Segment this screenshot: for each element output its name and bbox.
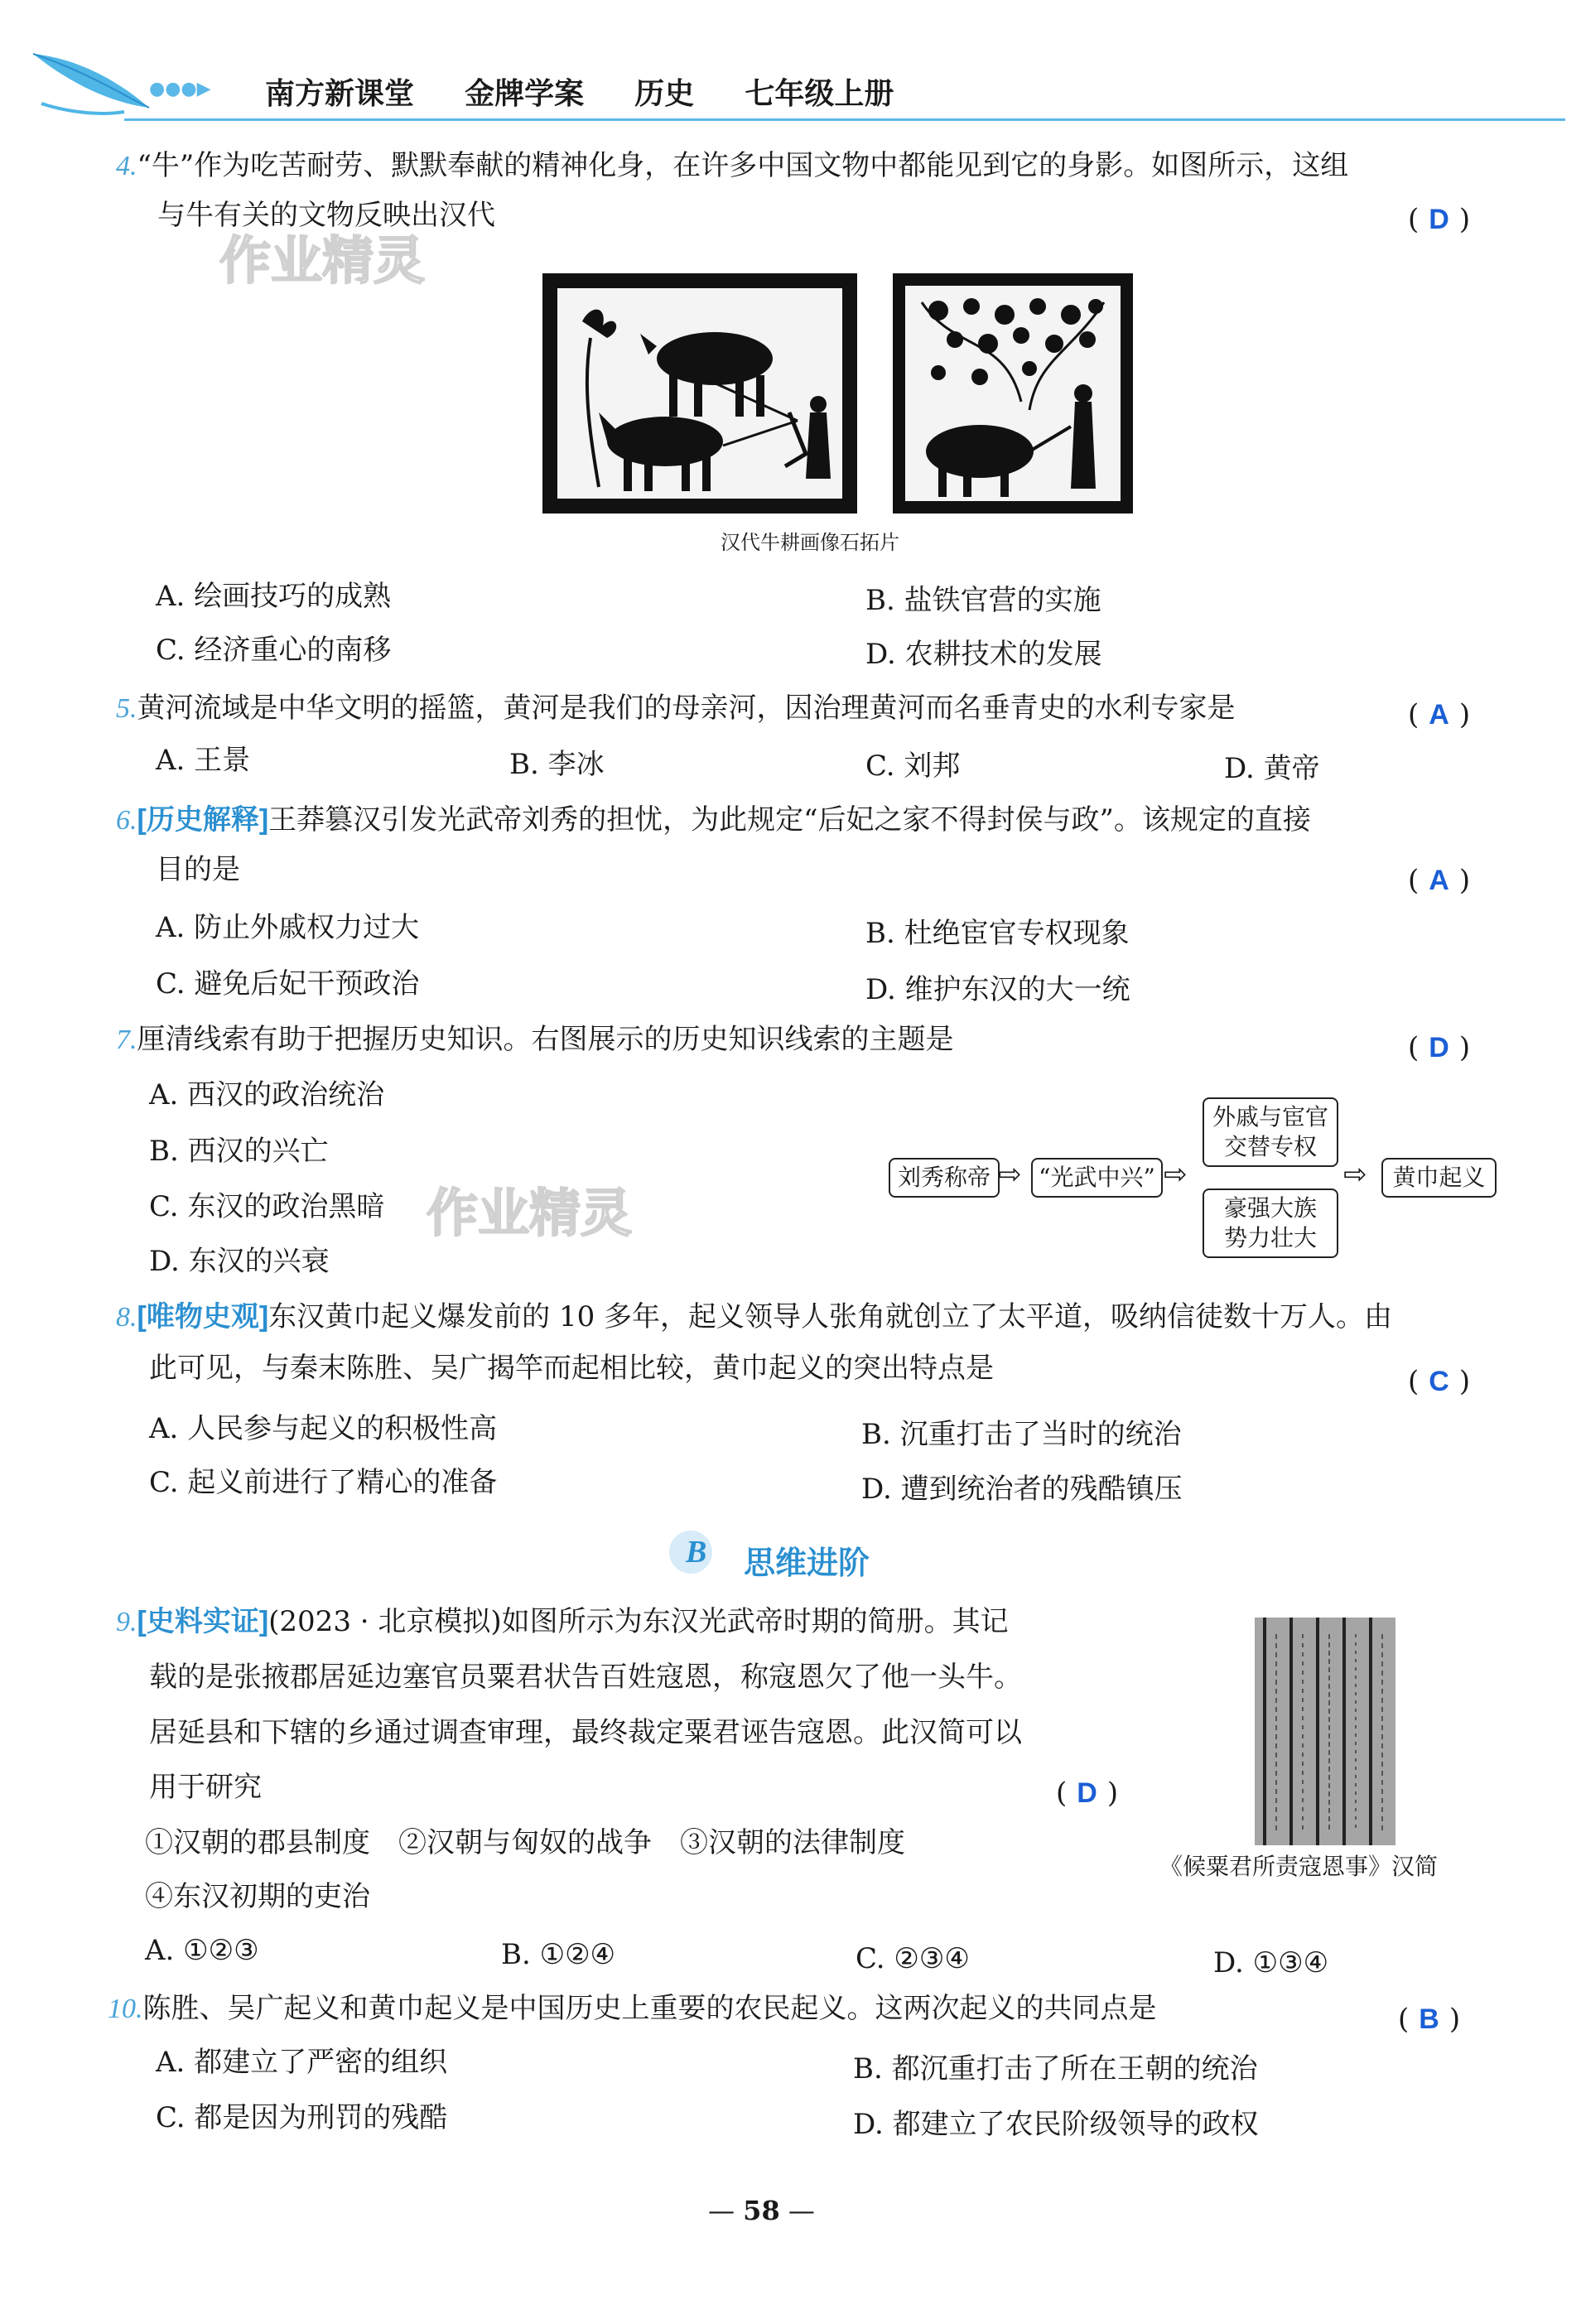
diagram-box-line: 交替专权 <box>1223 1133 1317 1160</box>
watermark: 作业精灵 <box>219 230 426 291</box>
option-a: A. 都建立了严密的组织 <box>156 2046 448 2079</box>
answer-bracket: ( A ) <box>1408 698 1471 731</box>
ox-plowing-rubbing-image-right <box>893 273 1133 513</box>
diagram-box-line: 势力壮大 <box>1223 1224 1317 1251</box>
option-b: B. 盐铁官营的实施 <box>865 584 1101 617</box>
question-tag: [唯物史观] <box>137 1301 269 1333</box>
option-d: D. 都建立了农民阶级领导的政权 <box>853 2108 1259 2141</box>
answer-bracket: ( A ) <box>1408 864 1471 897</box>
header-subject: 历史 <box>634 77 695 111</box>
option-d: D. 黄帝 <box>1224 752 1320 785</box>
diagram-box-huangjin: 黄巾起义 <box>1381 1158 1497 1198</box>
option-c: C. ②③④ <box>856 1942 970 1975</box>
header-dots: ●●●▶ <box>149 79 211 99</box>
answer-bracket: ( D ) <box>1408 203 1471 236</box>
question-text-line2: 与牛有关的文物反映出汉代 <box>157 199 495 232</box>
option-d: D. 农耕技术的发展 <box>865 638 1102 671</box>
question-number: 5. <box>116 693 137 724</box>
question-text: (2023 · 北京模拟)如图所示为东汉光武帝时期的简册。其记 <box>268 1605 1009 1638</box>
page-header <box>25 46 1557 120</box>
answer-letter: D <box>1077 1777 1097 1809</box>
question-number: 7. <box>116 1025 137 1055</box>
option-a: A. 王景 <box>156 744 251 777</box>
option-b: B. 沉重打击了当时的统治 <box>861 1418 1182 1451</box>
section-b-heading <box>669 1531 909 1580</box>
answer-letter: C <box>1429 1366 1449 1397</box>
question-number: 6. <box>116 805 137 836</box>
option-a: A. 防止外戚权力过大 <box>156 911 420 944</box>
arrow-icon: ⇨ <box>1164 1158 1188 1191</box>
question-text: 东汉黄巾起义爆发前的 10 多年，起义领导人张角就创立了太平道，吸纳信徒数十万人。由 <box>268 1300 1393 1333</box>
question-text: 陈胜、吴广起义和黄巾起义是中国历史上重要的农民起义。这两次起义的共同点是 <box>142 1992 1157 2025</box>
answer-letter: D <box>1429 1032 1449 1063</box>
option-a: A. 人民参与起义的积极性高 <box>149 1412 498 1445</box>
figure-caption: 《候粟君所责寇恩事》汉简 <box>1159 1853 1439 1880</box>
option-a: A. 西汉的政治统治 <box>149 1078 385 1111</box>
header-grade: 七年级上册 <box>745 77 894 111</box>
han-bamboo-slips-image <box>1255 1618 1395 1845</box>
answer-bracket: ( B ) <box>1398 2003 1461 2036</box>
option-b: B. ①②④ <box>501 1938 616 1971</box>
diagram-box-haoqiang <box>1203 1189 1338 1258</box>
option-b: B. 都沉重打击了所在王朝的统治 <box>853 2052 1258 2085</box>
question-tag: [史料实证] <box>137 1606 269 1637</box>
answer-bracket: ( C ) <box>1408 1365 1471 1398</box>
statement-items-line2: ④东汉初期的吏治 <box>145 1880 370 1913</box>
answer-letter: A <box>1429 865 1449 896</box>
answer-letter: B <box>1419 2003 1439 2035</box>
question-text-line2: 此可见，与秦末陈胜、吴广揭竿而起相比较，黄巾起义的突出特点是 <box>149 1352 994 1385</box>
figure-caption: 汉代牛耕画像石拓片 <box>721 531 899 554</box>
option-d: D. ①③④ <box>1213 1946 1329 1979</box>
option-c: C. 刘邦 <box>865 750 961 783</box>
option-c: C. 东汉的政治黑暗 <box>149 1190 385 1223</box>
question-text-line2: 载的是张掖郡居延边塞官员粟君状告百姓寇恩，称寇恩欠了他一头牛。 <box>149 1661 1022 1694</box>
option-a: A. 绘画技巧的成熟 <box>156 580 392 613</box>
option-d: D. 遭到统治者的残酷镇压 <box>861 1473 1183 1506</box>
question-number: 4. <box>116 151 137 181</box>
option-c: C. 起义前进行了精心的准备 <box>149 1466 498 1499</box>
feather-logo-icon <box>25 46 157 120</box>
watermark: 作业精灵 <box>427 1183 633 1243</box>
option-d: D. 东汉的兴衰 <box>149 1245 330 1278</box>
question-text: “牛”作为吃苦耐劳、默默奉献的精神化身，在许多中国文物中都能见到它的身影。如图所示，这组 <box>137 149 1349 182</box>
diagram-box-line: 外戚与宦官 <box>1212 1103 1328 1131</box>
header-publisher: 南方新课堂 <box>265 77 415 111</box>
arrow-icon: ⇨ <box>998 1158 1022 1191</box>
diagram-box-waiqi <box>1203 1097 1338 1167</box>
option-c: C. 都是因为刑罚的残酷 <box>156 2101 448 2134</box>
section-b-letter: B <box>686 1535 707 1569</box>
diagram-box-line: 豪强大族 <box>1223 1194 1317 1222</box>
question-number: 10. <box>108 1994 143 2024</box>
question-text: 王莽篡汉引发光武帝刘秀的担忧，为此规定“后妃之家不得封侯与政”。该规定的直接 <box>268 803 1311 837</box>
header-rule <box>124 118 1565 121</box>
option-b: B. 西汉的兴亡 <box>149 1135 329 1168</box>
answer-bracket: ( D ) <box>1056 1777 1119 1810</box>
option-b: B. 杜绝宦官专权现象 <box>865 917 1130 950</box>
option-c: C. 避免后妃干预政治 <box>156 967 420 1000</box>
page-number: 58 <box>743 2195 780 2226</box>
option-b: B. 李冰 <box>509 748 605 781</box>
page-footer: — 58 — <box>708 2195 815 2226</box>
question-text: 黄河流域是中华文明的摇篮，黄河是我们的母亲河，因治理黄河而名垂青史的水利专家是 <box>137 692 1236 725</box>
question-number: 9. <box>116 1607 137 1637</box>
question-number: 8. <box>116 1302 137 1333</box>
section-b-title: 思维进阶 <box>744 1545 870 1581</box>
answer-letter: A <box>1429 699 1449 730</box>
question-text-line4: 用于研究 <box>149 1771 262 1804</box>
header-series: 金牌学案 <box>465 77 585 111</box>
option-d: D. 维护东汉的大一统 <box>865 973 1130 1006</box>
answer-bracket: ( D ) <box>1408 1031 1471 1064</box>
statement-items-line1: ①汉朝的郡县制度 ②汉朝与匈奴的战争 ③汉朝的法律制度 <box>145 1826 905 1859</box>
diagram-box-guangwu: “光武中兴” <box>1031 1158 1163 1198</box>
option-c: C. 经济重心的南移 <box>156 634 392 667</box>
answer-letter: D <box>1429 204 1449 235</box>
question-tag: [历史解释] <box>137 804 269 836</box>
option-a: A. ①②③ <box>145 1934 259 1967</box>
ox-plowing-rubbing-image-left <box>542 273 857 513</box>
question-text: 厘清线索有助于把握历史知识。右图展示的历史知识线索的主题是 <box>137 1023 954 1056</box>
question-text-line2: 目的是 <box>156 853 240 886</box>
question-text-line3: 居延县和下辖的乡通过调查审理，最终裁定粟君诬告寇恩。此汉简可以 <box>149 1716 1022 1749</box>
arrow-icon: ⇨ <box>1343 1158 1367 1191</box>
diagram-box-liu-xiu: 刘秀称帝 <box>889 1158 1000 1198</box>
